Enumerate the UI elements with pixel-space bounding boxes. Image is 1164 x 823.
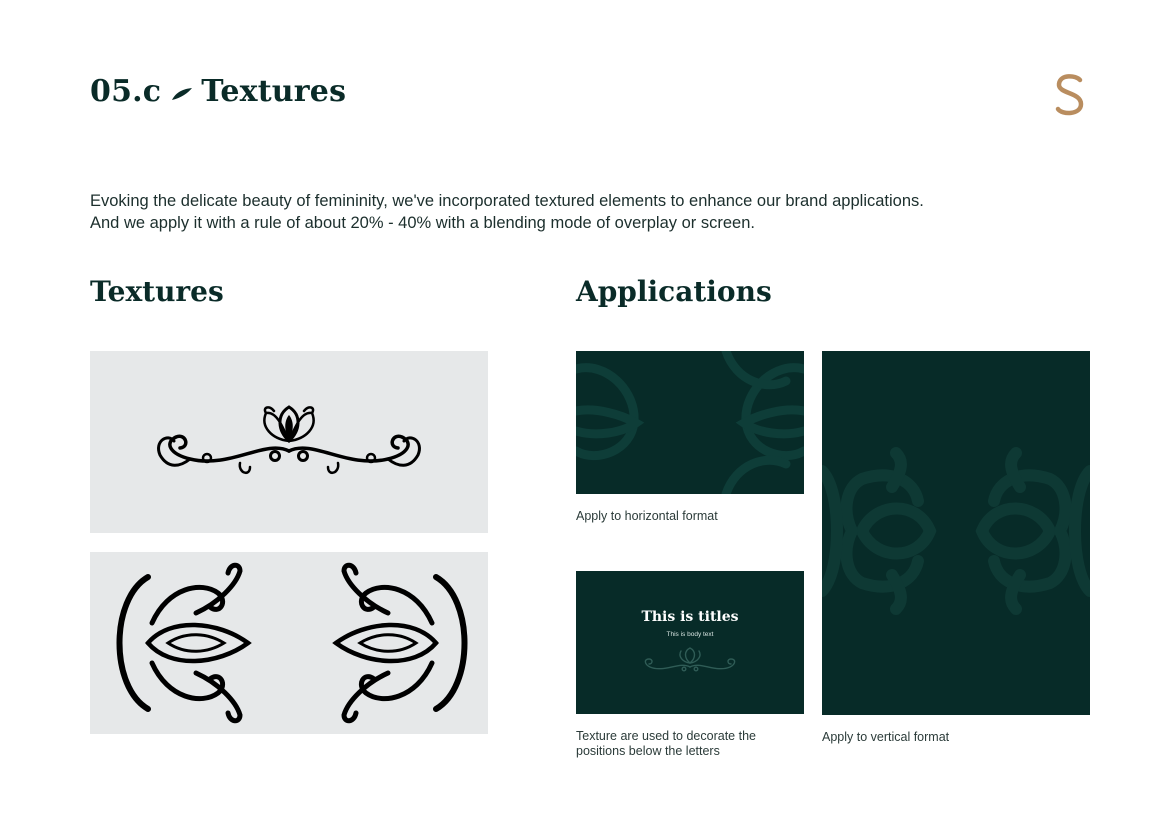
horizontal-format-sample [576, 351, 804, 494]
decoration-caption-line-1: Texture are used to decorate the [576, 729, 756, 743]
mirrored-petal-ornament-icon [90, 552, 488, 734]
leaf-divider-icon [171, 74, 193, 109]
intro-line-1: Evoking the delicate beauty of femininity, we've incorporated textured elements to enhance our brand applications. [90, 192, 924, 210]
textures-heading: Textures [90, 275, 224, 308]
vertical-format-sample [822, 351, 1090, 715]
flourish-ornament-icon [90, 351, 488, 533]
intro-line-2: And we apply it with a rule of about 20% - 40% with a blending mode of overplay or screen. [90, 214, 755, 232]
decoration-caption-line-2: positions below the letters [576, 744, 720, 758]
decoration-caption [576, 729, 756, 759]
vertical-format-caption: Apply to vertical format [822, 730, 950, 744]
texture-panel-petals [90, 552, 488, 734]
sample-body-text: This is body text [666, 631, 714, 638]
intro-paragraph [90, 190, 1090, 234]
applications-heading: Applications [576, 275, 772, 308]
flourish-ornament-icon [640, 647, 740, 675]
section-number: 05.c [90, 74, 162, 109]
texture-overlay-pattern [822, 351, 1090, 715]
sample-title: This is titles [641, 609, 739, 625]
texture-panel-flourish [90, 351, 488, 533]
title-sample-card [576, 571, 804, 714]
texture-overlay-pattern [576, 351, 804, 494]
page-title [90, 74, 346, 109]
brand-logo [1050, 70, 1090, 120]
horizontal-format-caption: Apply to horizontal format [576, 509, 718, 523]
page-title-text: Textures [201, 74, 347, 109]
